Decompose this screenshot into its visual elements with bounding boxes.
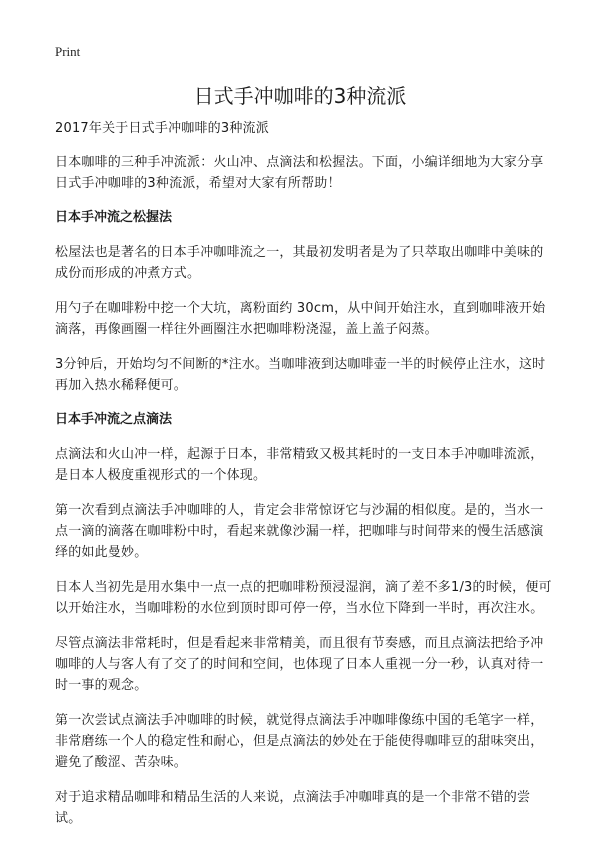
paragraph: 第一次尝试点滴法手冲咖啡的时候，就觉得点滴法手冲咖啡像练中国的毛笔字一样，非常磨练一个人的稳定性和耐心，但是点滴法的妙处在于能使得咖啡豆的甜味突出，避免了酸涩、苦杂味。 — [55, 713, 544, 770]
article-subtitle: 2017年关于日式手冲咖啡的3种流派 — [55, 121, 269, 136]
paragraph: 松屋法也是著名的日本手冲咖啡流之一，其最初发明者是为了只萃取出咖啡中美味的成份而形成的冲煮方式。 — [55, 245, 544, 281]
paragraph: 对于追求精品咖啡和精品生活的人来说，点滴法手冲咖啡真的是一个非常不错的尝试。 — [55, 790, 531, 826]
paragraph: 日本人当初先是用水集中一点一点的把咖啡粉预浸湿润，滴了差不多1/3的时候，便可以开始注水，当咖啡粉的水位到顶时即可停一停，当水位下降到一半时，再次注水。 — [55, 580, 552, 616]
section-heading-matsuya: 日本手冲流之松握法 — [55, 210, 173, 225]
paragraph: 点滴法和火山冲一样，起源于日本，非常精致又极其耗时的一支日本手冲咖啡流派，是日本人极度重视形式的一个体现。 — [55, 447, 544, 483]
paragraph: 用勺子在咖啡粉中挖一个大坑，离粉面约 30cm，从中间开始注水，直到咖啡液开始滴落，再像画圈一样往外画圈注水把咖啡粉浇湿，盖上盖子闷蒸。 — [55, 301, 546, 337]
paragraph: 3分钟后，开始均匀不间断的*注水。当咖啡液到达咖啡壶一半的时候停止注水，这时再加入热水稀释便可。 — [55, 357, 546, 393]
page-title: 日式手冲咖啡的3种流派 — [193, 84, 407, 108]
paragraph: 尽管点滴法非常耗时，但是看起来非常精美，而且很有节奏感，而且点滴法把给予冲咖啡的人与客人有了交了的时间和空间，也体现了日本人重视一分一秒，认真对待一时一事的观念。 — [55, 636, 544, 693]
section-heading-drip: 日本手冲流之点滴法 — [55, 412, 173, 427]
article-body — [55, 118, 555, 843]
paragraph: 第一次看到点滴法手冲咖啡的人，肯定会非常惊讶它与沙漏的相似度。是的，当水一点一滴的滴落在咖啡粉中时，看起来就像沙漏一样，把咖啡与时间带来的慢生活感演绎的如此曼妙。 — [55, 503, 544, 560]
print-link[interactable]: Print — [55, 44, 81, 59]
intro-paragraph: 日本咖啡的三种手冲流派：火山冲、点滴法和松握法。下面，小编详细地为大家分享日式手冲咖啡的3种流派，希望对大家有所帮助！ — [55, 155, 544, 191]
